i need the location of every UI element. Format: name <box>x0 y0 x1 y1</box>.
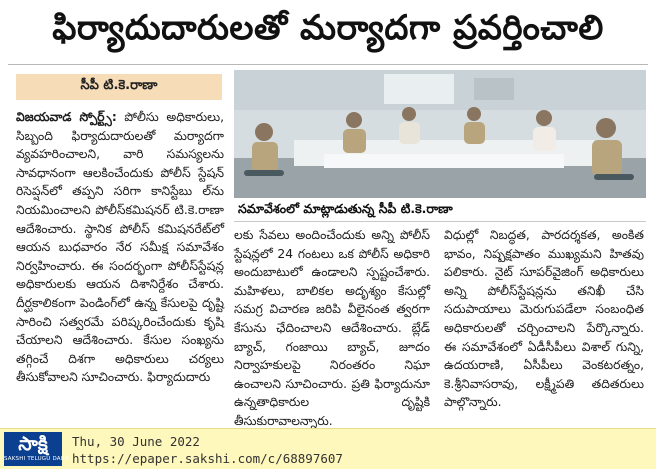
headline: ఫిర్యాదుదారులతో మర్యాదగా ప్రవర్తించాలి <box>52 8 604 48</box>
column-1-text: పోలీసు అధికారులు, సిబ్బంది ఫిర్యాదుదారులతో మర్యాదగా వ్యవహరించాలని, వారి సమస్యలను సావధానంగా ఆలకించేందుకు పోలీస్ స్టేషన్ రిసెప్షన్‌లో తప్పని సరిగా కానిస్టేబు ల్‌ను నియమించాలని పోలీస్‌కమిషనర్ టి.కె.రాణా ఆదేశించారు. స్థానిక పోలీస్ కమిషనరేట్‌లో ఆయన బుధవారం నేర సమీక్ష సమావేశం నిర్వహించారు. ఈ సందర్భంగా పోలీస్‌స్టేషన్ల అధికారులకు ఆయన దిశానిర్దేశం చేశారు. దీర్ఘకాలికంగా పెండింగ్‌లో ఉన్న కేసులపై దృష్టి సారించి సత్వరమే పరిష్కరించేందుకు కృషి చేయాలని ఆదేశించారు. కేసుల సంఖ్యను తగ్గించే దిశగా అధికారులు చర్యలు తీసుకోవాలని సూచించారు. ఫిర్యాదుదారు <box>16 110 224 385</box>
logo-wordmark: సాక్షి <box>18 433 48 455</box>
article-column-3: విధుల్లో నిబద్ధత, పారదర్శకత, అంకిత భావం, నిష్పక్షపాతం ముఖ్యమని హితవు పలికారు. నైట్ సూపర్‌వైజింగ్ అధికారులు అన్ని పోలీస్‌స్టేషన్లను తనిఖీ చేసి సదుపాయాలు మెరుగుపడేలా సంబంధిత అధికారులతో చర్చించాలని పేర్కొన్నారు. ఈ సమావేశంలో ఏడీసీపీలు విశాల్ గున్ని, ఉదయరాణి, ఏసీపీలు వెంకటరత్నం, కె.శ్రీనివాసరావు, లక్ష్మీపతి తదితరులు పాల్గొన్నారు. <box>444 228 644 410</box>
dateline: విజయవాడ స్పోర్ట్స్: <box>16 110 117 124</box>
article-column-2: లకు సేవలు అందించేందుకు అన్ని పోలీస్ స్టేషన్లలో 24 గంటలు ఒక పోలీస్ అధికారి అందుబాటులో ఉండాలని స్పష్టంచేశారు. మహిళలు, బాలికల అదృశ్యం కేసుల్లో సమగ్ర విచారణ జరిపి వీలైనంత త్వరగా కేసును ఛేదించాలని ఆదేశించారు. బ్లేడ్ బ్యాచ్, గంజాయి బ్యాచ్, జూదం నిర్వాహకులపై నిరంతరం నిఘా ఉంచాలని సూచించారు. ప్రతి ఫిర్యాదునూ ఉన్నతాధికారుల దృష్టికి తీసుకురావాలన్నారు. <box>234 228 430 428</box>
headline-divider <box>8 64 648 65</box>
article-column-1 <box>16 108 224 424</box>
meeting-photo <box>234 70 646 198</box>
sakshi-logo <box>4 432 69 466</box>
logo-subtitle: SAKSHI TELUGU DAILY <box>4 456 69 462</box>
epaper-link[interactable]: https://epaper.sakshi.com/c/68897607 <box>72 451 343 466</box>
edition-date: Thu, 30 June 2022 <box>72 434 200 449</box>
photo-caption: సమావేశంలో మాట్లాడుతున్న సీపీ టి.కె.రాణా <box>234 200 646 222</box>
byline: సీపీ టి.కె.రాణా <box>16 74 222 100</box>
footer-bar <box>0 428 656 469</box>
